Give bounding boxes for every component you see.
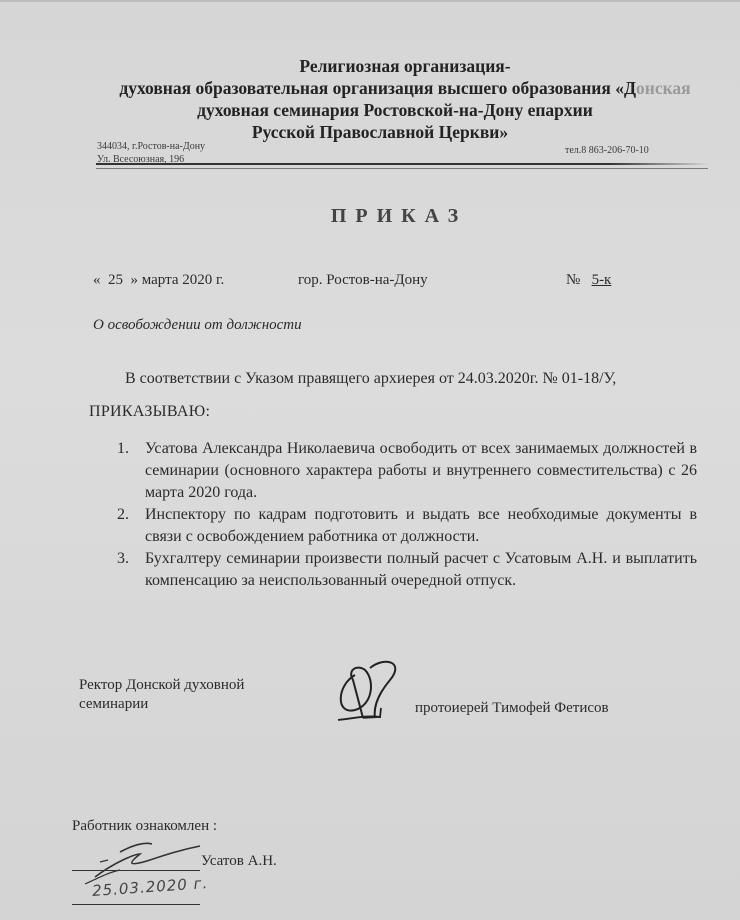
- item-number: 2.: [117, 506, 129, 523]
- employee-name: Усатов А.Н.: [201, 853, 277, 869]
- number-label: №: [566, 272, 581, 288]
- signer-position: [79, 676, 244, 714]
- number-value: 5-к: [591, 272, 612, 288]
- date-line: [72, 904, 200, 905]
- letterhead-line-2-faded: онская: [636, 78, 691, 98]
- rector-signature-icon: [335, 660, 415, 730]
- signature-line: [72, 870, 200, 871]
- document-title: ПРИКАЗ: [330, 205, 468, 227]
- order-preamble: В соответствии с Указом правящего архиерея от 24.03.2020г. № 01-18/У,: [125, 370, 617, 387]
- order-date: [93, 272, 224, 289]
- signer-position-line-1: Ректор Донской духовной: [79, 677, 245, 693]
- item-text: Бухгалтеру семинарии произвести полный расчет с Усатовым А.Н. и выплатить компенсацию за неиспользованный очередной отпуск.: [145, 550, 697, 589]
- letterhead-line-1: Религиозная организация-: [299, 56, 511, 76]
- item-text: Усатова Александра Николаевича освободить от всех занимаемых должностей в семинарии (основного характера работы и внутреннего совместительства) с 26 марта 2020 года.: [145, 440, 697, 501]
- order-item: [117, 438, 697, 504]
- letterhead-line-3: духовная семинария Ростовской-на-Дону епархии: [197, 100, 593, 120]
- date-day: 25: [108, 272, 123, 288]
- order-number: [566, 272, 611, 289]
- order-item: [117, 504, 697, 548]
- letterhead: [0, 55, 740, 143]
- letterhead-line-2-text: духовная образовательная организация высшего образования «Д: [119, 78, 636, 98]
- acknowledgement-label: Работник ознакомлен :: [72, 818, 218, 834]
- letterhead-line-2: [0, 77, 740, 99]
- date-month-year: » марта 2020 г.: [130, 272, 225, 288]
- date-open-quote: «: [93, 272, 101, 288]
- signer-name: протоиерей Тимофей Фетисов: [415, 700, 609, 716]
- order-directive: ПРИКАЗЫВАЮ:: [89, 403, 211, 420]
- divider-fade: [610, 162, 710, 168]
- order-items: [117, 438, 697, 592]
- item-number: 1.: [117, 440, 129, 457]
- paper-top-edge: [0, 0, 740, 2]
- order-subject: О освобождении от должности: [93, 317, 302, 333]
- letterhead-phone: тел.8 863-206-70-10: [565, 145, 649, 156]
- signer-position-line-2: семинарии: [79, 696, 149, 712]
- item-number: 3.: [117, 550, 129, 567]
- address-line-2: Ул. Всесоюзная, 196: [97, 154, 185, 165]
- order-item: [117, 548, 697, 592]
- item-text: Инспектору по кадрам подготовить и выдать все необходимые документы в связи с освобождением работника от должности.: [145, 506, 697, 545]
- order-city: гор. Ростов-на-Дону: [298, 272, 428, 288]
- address-line-1: 344034, г.Ростов-на-Дону: [97, 141, 206, 152]
- letterhead-line-4: Русской Православной Церкви»: [251, 122, 509, 142]
- handwritten-date: 25.03.2020 г.: [91, 873, 209, 901]
